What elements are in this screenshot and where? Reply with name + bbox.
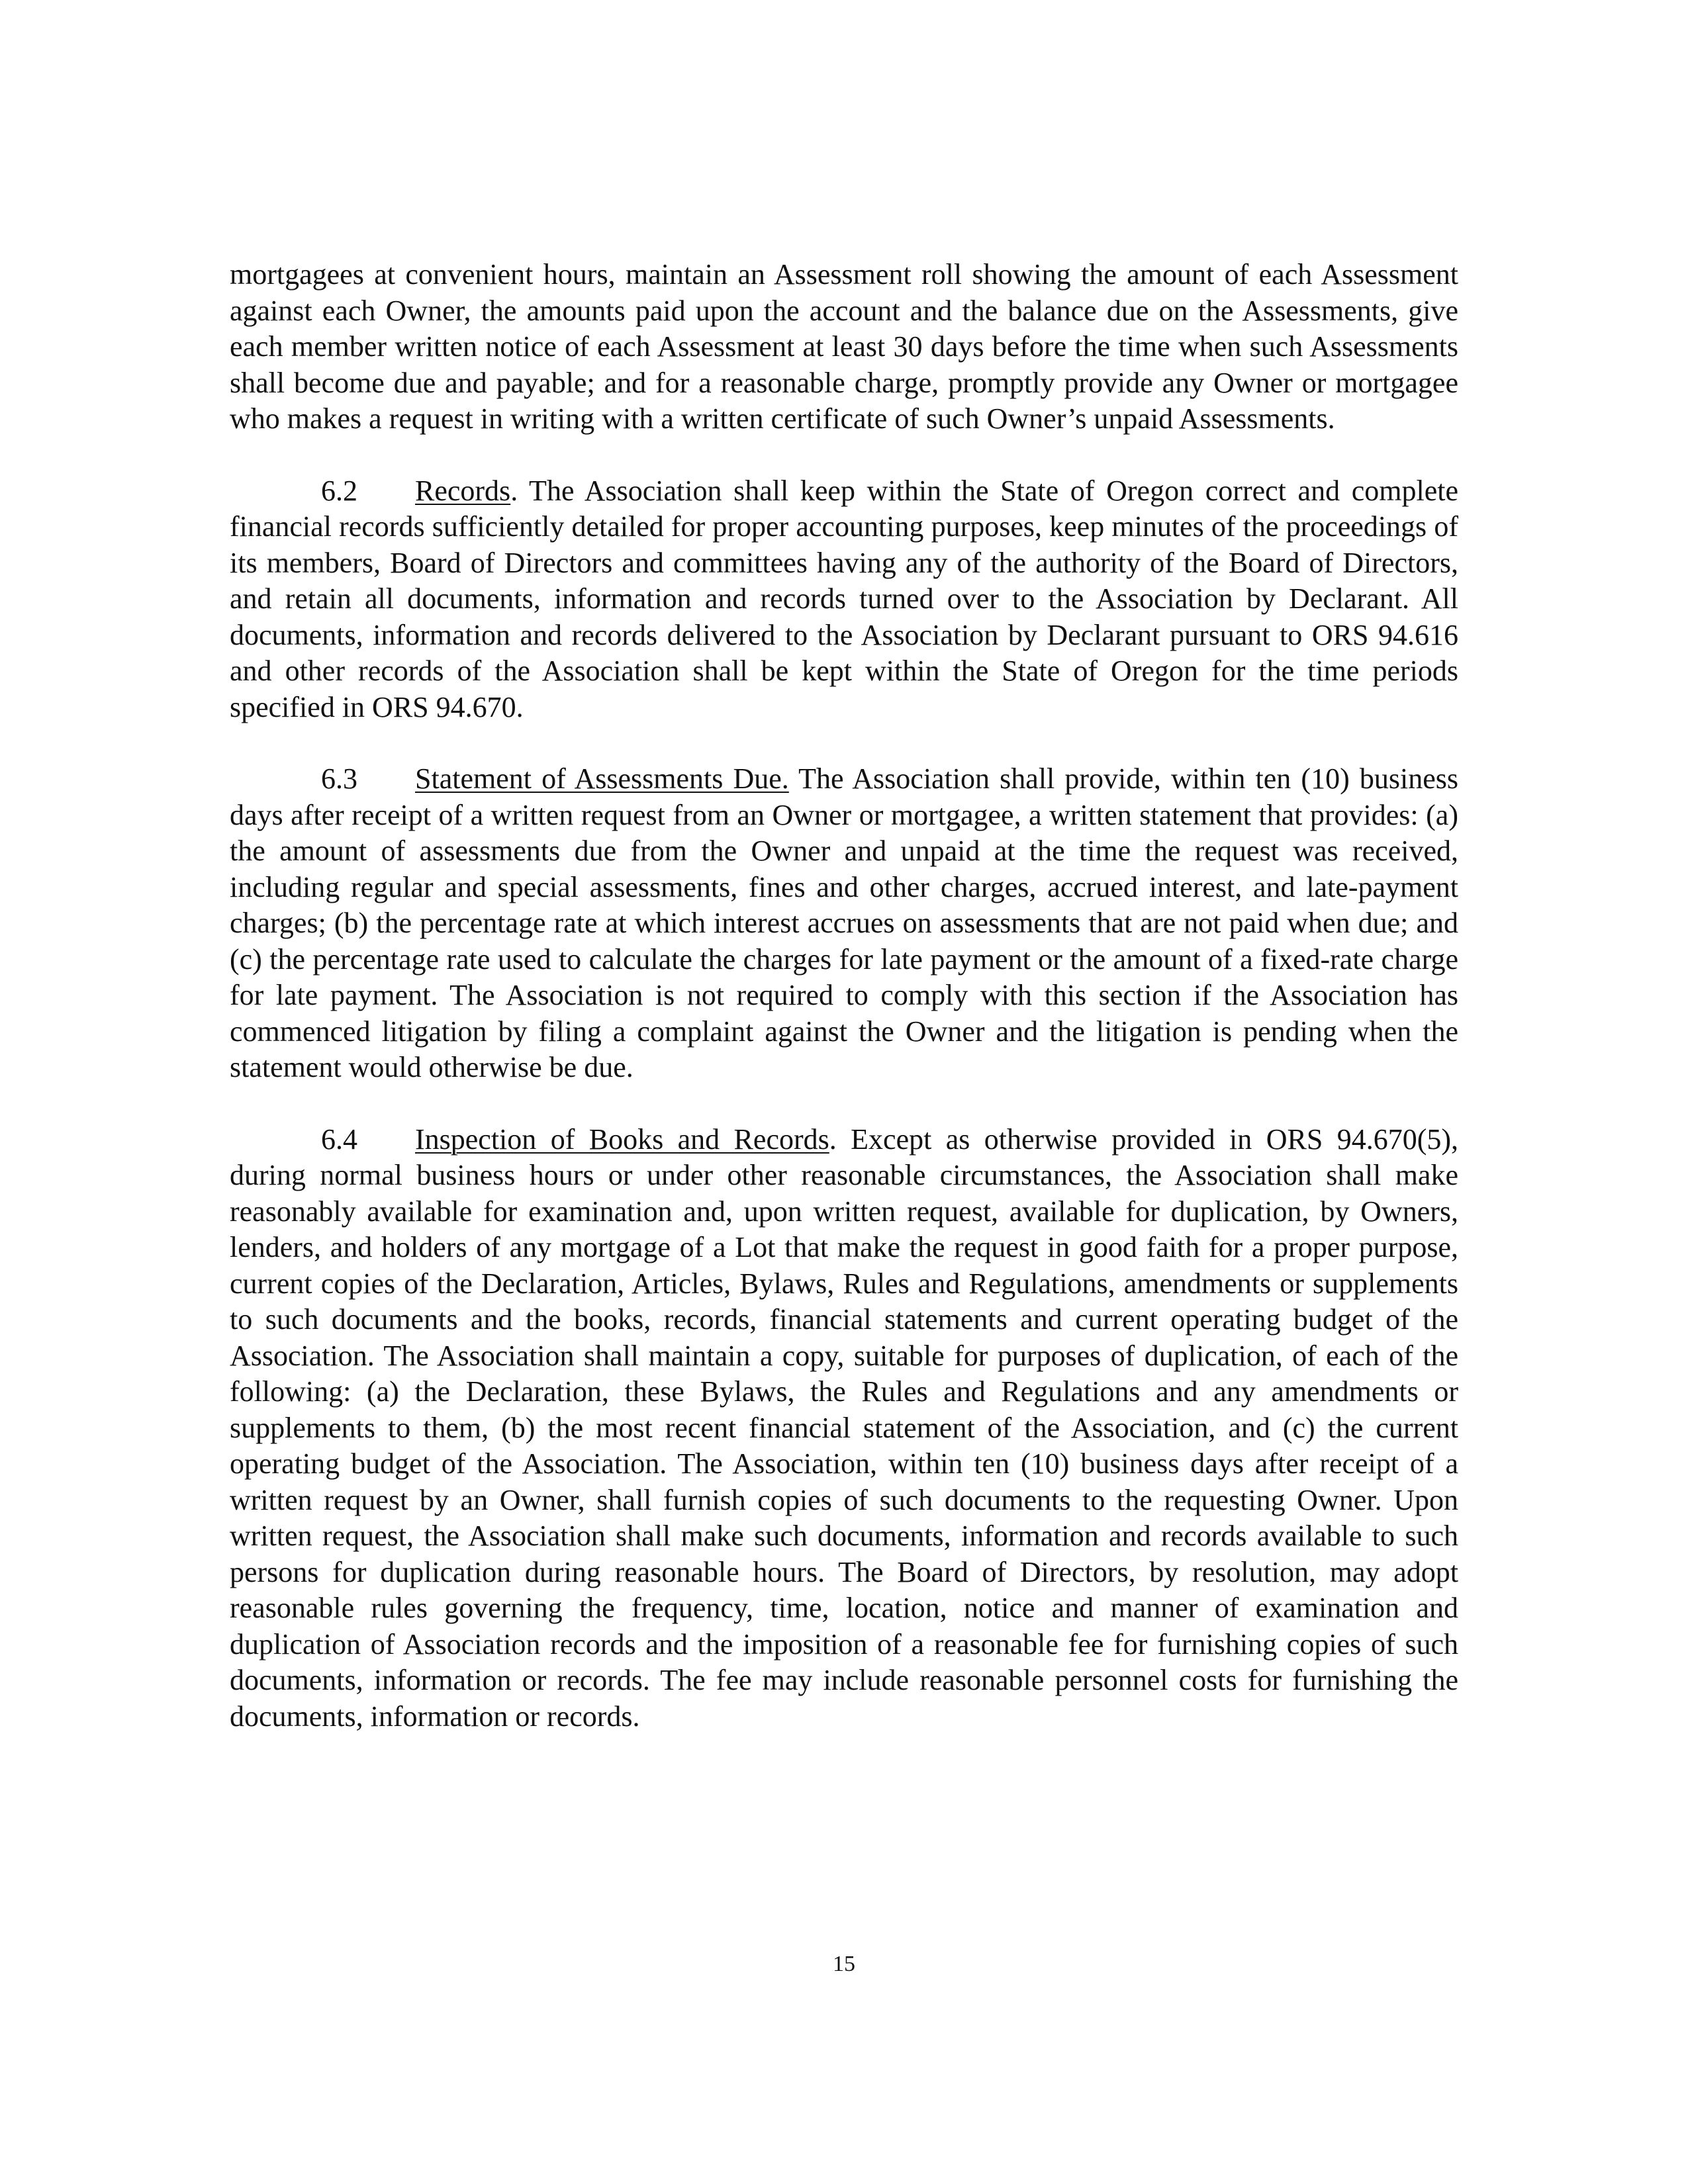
section-heading: Inspection of Books and Records (415, 1122, 829, 1156)
section-text: . Except as otherwise provided in ORS 94.670(5), during normal business hours or under other reasonable circumstances, the Association shall make reasonably available for examination and, upon written request, available for duplication, by Owners, lenders, and holders of any mortgage of a Lot that make the request in good faith for a proper purpose, current copies of the Declaration, Articles, Bylaws, Rules and Regulations, amendments or supplements to such documents and the books, records, financial statements and current operating budget of the Association. The Association shall maintain a copy, suitable for purposes of duplication, of each of the following: (a) the Declaration, these Bylaws, the Rules and Regulations and any amendments or supplements to them, (b) the most recent financial statement of the Association, and (c) the current operating budget of the Association. The Association, within ten (10) business days after receipt of a written request by an Owner, shall furnish copies of such documents to the requesting Owner. Upon written request, the Association shall make such documents, information and records available to such persons for duplication during reasonable hours. The Board of Directors, by resolution, may adopt reasonable rules governing the frequency, time, location, notice and manner of examination and duplication of Association records and the imposition of a reasonable fee for furnishing copies of such documents, information or records. The fee may include reasonable personnel costs for furnishing the documents, information or records. (230, 1122, 1458, 1733)
page-number: 15 (833, 1952, 855, 1976)
section-text: The Association shall provide, within ten (10) business days after receipt of a written request from an Owner or mortgagee, a written statement that provides: (a) the amount of assessments due from the Owner and unpaid at the time the request was received, including regular and special assessments, fines and other charges, accrued interest, and late-payment charges; (b) the percentage rate at which interest accrues on assessments that are not paid when due; and (c) the percentage rate used to calculate the charges for late payment or the amount of a fixed-rate charge for late payment. The Association is not required to comply with this section if the Association has commenced litigation by filing a complaint against the Owner and the litigation is pending when the statement would otherwise be due. (230, 762, 1459, 1083)
paragraph-continuation (230, 257, 1458, 437)
section-text: . The Association shall keep within the State of Oregon correct and complete financial records sufficiently detailed for proper accounting purposes, keep minutes of the proceedings of its members, Board of Directors and committees having any of the authority of the Board of Directors, and retain all documents, information and records turned over to the Association by Declarant. All documents, information and records delivered to the Association by Declarant pursuant to ORS 94.616 and other records of the Association shall be kept within the State of Oregon for the time periods specified in ORS 94.670. (230, 474, 1458, 723)
document-page (230, 257, 1458, 1770)
section-6-3-statement-of-assessments-due (230, 761, 1458, 1086)
section-6-4-inspection-of-books-and-records (230, 1122, 1458, 1735)
section-6-2-records (230, 473, 1458, 726)
section-number: 6.3 (321, 762, 357, 795)
section-heading: Statement of Assessments Due. (415, 762, 789, 795)
section-heading: Records (415, 474, 511, 507)
paragraph-text: mortgagees at convenient hours, maintain an Assessment roll showing the amount of each Assessment against each Owner, the amounts paid upon the account and the balance due on the Assessments, give each member written notice of each Assessment at least 30 days before the time when such Assessments shall become due and payable; and for a reasonable charge, promptly provide any Owner or mortgagee who makes a request in writing with a written certificate of such Owner’s unpaid Assessments. (230, 258, 1458, 435)
section-number: 6.2 (321, 474, 357, 507)
section-number: 6.4 (321, 1122, 357, 1156)
